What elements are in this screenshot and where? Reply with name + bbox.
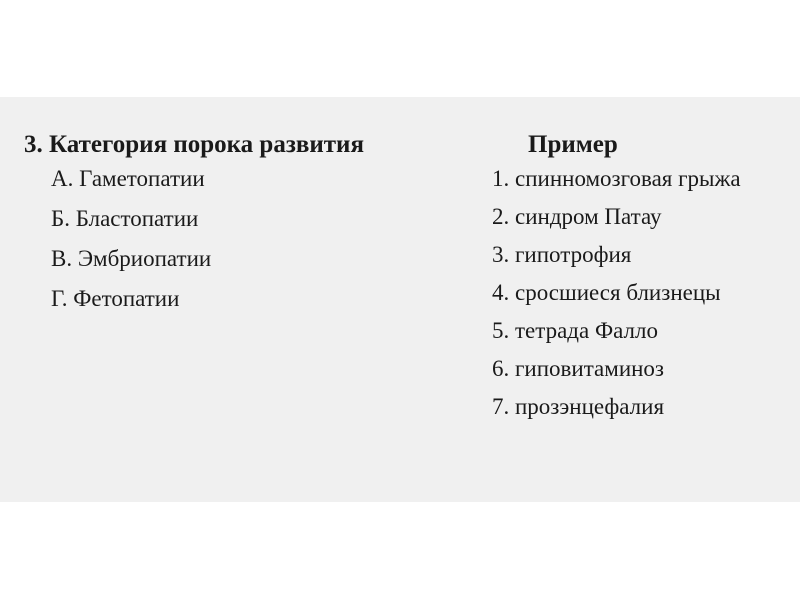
list-item: 2. синдром Патау [492,204,662,229]
slide-canvas [0,97,800,502]
category-column-heading: 3. Категория порока развития [24,131,364,158]
list-item: 6. гиповитаминоз [492,356,665,381]
list-item: В. Эмбриопатии [51,246,212,271]
example-column [470,132,790,433]
list-item: 7. прозэнцефалия [492,394,665,419]
list-item: 4. сросшиеся близнецы [492,280,721,305]
category-column [24,132,444,327]
list-item: Б. Бластопатии [51,206,199,231]
example-column-heading: Пример [528,131,618,158]
two-column-layout [0,97,800,502]
list-item: 3. гипотрофия [492,242,632,267]
list-item: 5. тетрада Фалло [492,318,658,343]
list-item: 1. спинномозговая грыжа [492,166,741,191]
list-item: Г. Фетопатии [51,286,180,311]
list-item: А. Гаметопатии [51,166,205,191]
